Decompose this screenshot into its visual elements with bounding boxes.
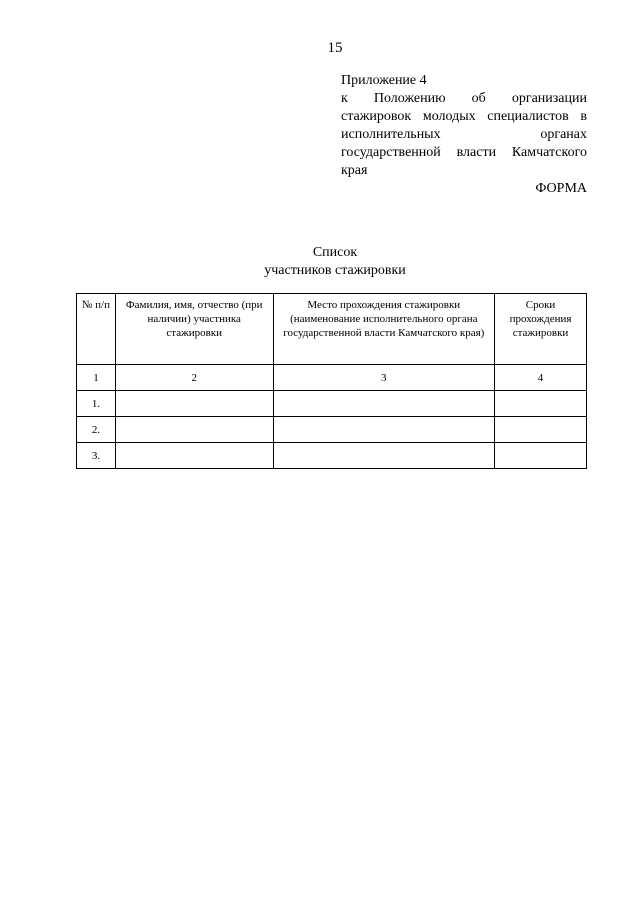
document-title: [0, 244, 640, 280]
cell-place: [273, 417, 495, 443]
table-row: [77, 391, 587, 417]
header-dates: Сроки прохождения стажировки: [495, 294, 587, 365]
form-label: ФОРМА: [535, 181, 587, 196]
cell-place: [273, 391, 495, 417]
appendix-title: Приложение 4: [341, 73, 427, 88]
column-number: 3: [273, 365, 495, 391]
column-number: 4: [495, 365, 587, 391]
appendix-line: края: [341, 163, 368, 178]
cell-dates: [495, 417, 587, 443]
cell-place: [273, 443, 495, 469]
header-name: Фамилия, имя, отчество (при наличии) участника стажировки: [115, 294, 273, 365]
appendix-line: стажировок молодых специалистов в: [341, 109, 587, 124]
header-place: Место прохождения стажировки (наименование исполнительного органа государственной власти Камчатского края): [273, 294, 495, 365]
appendix-line: государственной власти Камчатского: [341, 145, 587, 160]
appendix-line: исполнительных органах: [341, 127, 587, 142]
participants-table: [76, 293, 587, 469]
column-number: 1: [77, 365, 116, 391]
title-line: участников стажировки: [264, 263, 406, 278]
appendix-block: [341, 72, 587, 198]
cell-name: [115, 443, 273, 469]
table-header-row: [77, 294, 587, 365]
row-index: 1.: [77, 391, 116, 417]
cell-name: [115, 417, 273, 443]
row-index: 2.: [77, 417, 116, 443]
table-row: [77, 443, 587, 469]
appendix-line: к Положению об организации: [341, 91, 587, 106]
header-number: № п/п: [77, 294, 116, 365]
table-row: [77, 417, 587, 443]
row-index: 3.: [77, 443, 116, 469]
column-number: 2: [115, 365, 273, 391]
page-number: 15: [327, 40, 343, 56]
title-line: Список: [312, 245, 358, 260]
cell-name: [115, 391, 273, 417]
cell-dates: [495, 443, 587, 469]
cell-dates: [495, 391, 587, 417]
column-number-row: [77, 365, 587, 391]
